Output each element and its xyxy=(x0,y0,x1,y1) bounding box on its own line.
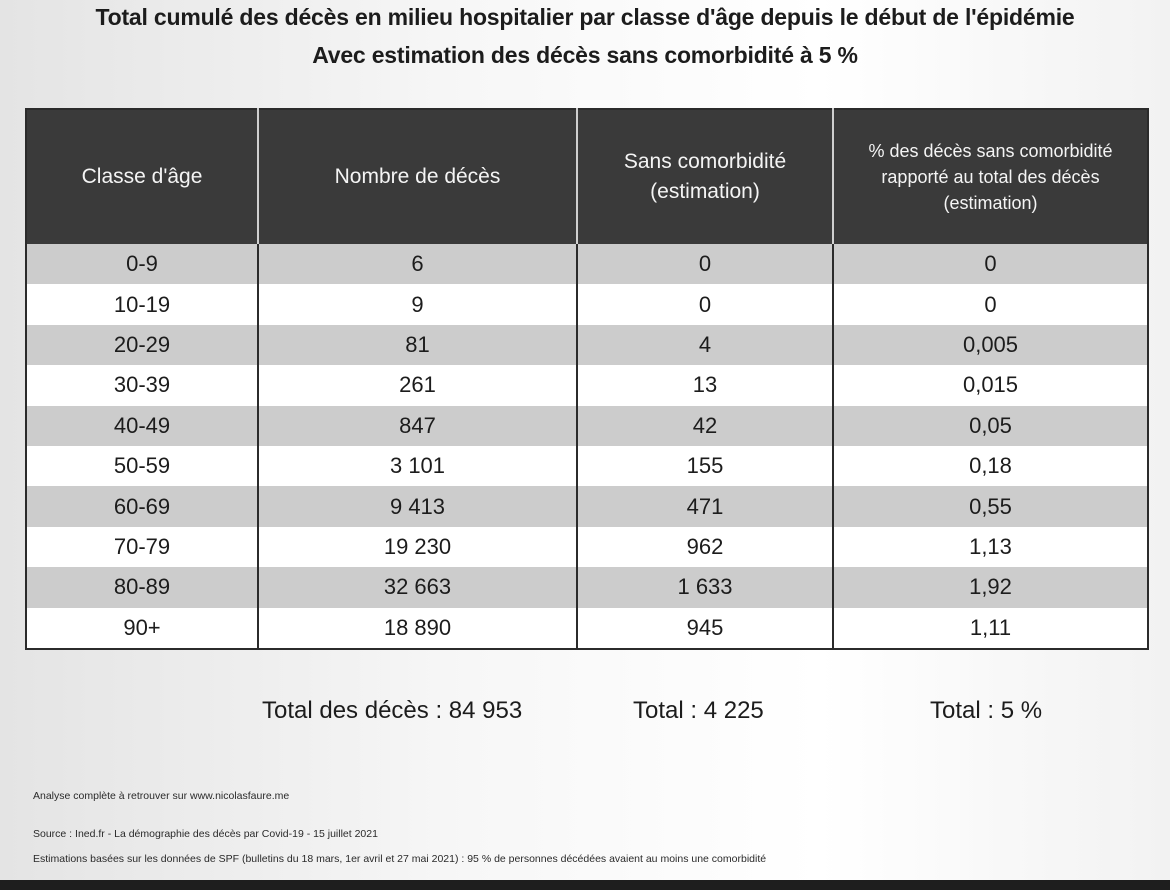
cell-death-count: 847 xyxy=(258,406,577,446)
cell-death-count: 18 890 xyxy=(258,608,577,649)
cell-age-class: 30-39 xyxy=(26,365,258,405)
cell-percent: 0,05 xyxy=(833,406,1148,446)
table-row xyxy=(26,406,1148,446)
bottom-bar xyxy=(0,880,1170,890)
cell-percent: 0 xyxy=(833,244,1148,284)
table-body xyxy=(26,244,1148,649)
header-percent-without-comorbidity: % des décès sans comorbidité rapporté au total des décès (estimation) xyxy=(833,109,1148,244)
page-subtitle: Avec estimation des décès sans comorbidité à 5 % xyxy=(312,42,858,68)
cell-without-comorbidity: 155 xyxy=(577,446,833,486)
cell-age-class: 10-19 xyxy=(26,284,258,324)
estimation-note: Estimations basées sur les données de SPF (bulletins du 18 mars, 1er avril et 27 mai 2021) : 95 % de personnes décédées avaient au moins une comorbidité xyxy=(33,853,767,865)
cell-percent: 1,92 xyxy=(833,567,1148,607)
cell-percent: 0 xyxy=(833,284,1148,324)
header-age-class: Classe d'âge xyxy=(26,109,258,244)
cell-death-count: 9 413 xyxy=(258,486,577,526)
cell-without-comorbidity: 42 xyxy=(577,406,833,446)
source-note: Source : Ined.fr - La démographie des décès par Covid-19 - 15 juillet 2021 xyxy=(33,828,378,840)
cell-age-class: 60-69 xyxy=(26,486,258,526)
cell-percent: 0,015 xyxy=(833,365,1148,405)
cell-death-count: 261 xyxy=(258,365,577,405)
cell-death-count: 81 xyxy=(258,325,577,365)
analysis-note: Analyse complète à retrouver sur www.nicolasfaure.me xyxy=(33,790,290,802)
cell-without-comorbidity: 13 xyxy=(577,365,833,405)
table-row xyxy=(26,608,1148,649)
table-row xyxy=(26,244,1148,284)
deaths-table xyxy=(25,108,1149,650)
header-without-comorbidity: Sans comorbidité (estimation) xyxy=(577,109,833,244)
cell-without-comorbidity: 4 xyxy=(577,325,833,365)
cell-age-class: 70-79 xyxy=(26,527,258,567)
cell-percent: 1,11 xyxy=(833,608,1148,649)
cell-age-class: 50-59 xyxy=(26,446,258,486)
table-row xyxy=(26,446,1148,486)
cell-death-count: 3 101 xyxy=(258,446,577,486)
table-header-row xyxy=(26,109,1148,244)
cell-age-class: 80-89 xyxy=(26,567,258,607)
cell-without-comorbidity: 945 xyxy=(577,608,833,649)
table-row xyxy=(26,365,1148,405)
cell-death-count: 6 xyxy=(258,244,577,284)
cell-age-class: 0-9 xyxy=(26,244,258,284)
page-title: Total cumulé des décès en milieu hospitalier par classe d'âge depuis le début de l'épidémie xyxy=(95,4,1075,30)
cell-death-count: 32 663 xyxy=(258,567,577,607)
cell-percent: 0,18 xyxy=(833,446,1148,486)
total-deaths: Total des décès : 84 953 xyxy=(262,697,523,724)
cell-age-class: 90+ xyxy=(26,608,258,649)
cell-death-count: 19 230 xyxy=(258,527,577,567)
cell-percent: 0,005 xyxy=(833,325,1148,365)
total-without-comorbidity: Total : 4 225 xyxy=(633,697,764,724)
cell-percent: 0,55 xyxy=(833,486,1148,526)
cell-age-class: 20-29 xyxy=(26,325,258,365)
table-row xyxy=(26,486,1148,526)
cell-without-comorbidity: 1 633 xyxy=(577,567,833,607)
cell-percent: 1,13 xyxy=(833,527,1148,567)
cell-without-comorbidity: 962 xyxy=(577,527,833,567)
cell-age-class: 40-49 xyxy=(26,406,258,446)
table-row xyxy=(26,284,1148,324)
total-percent: Total : 5 % xyxy=(930,697,1043,724)
cell-without-comorbidity: 0 xyxy=(577,244,833,284)
cell-without-comorbidity: 471 xyxy=(577,486,833,526)
table-row xyxy=(26,325,1148,365)
cell-death-count: 9 xyxy=(258,284,577,324)
table-row xyxy=(26,527,1148,567)
table-row xyxy=(26,567,1148,607)
cell-without-comorbidity: 0 xyxy=(577,284,833,324)
header-death-count: Nombre de décès xyxy=(258,109,577,244)
